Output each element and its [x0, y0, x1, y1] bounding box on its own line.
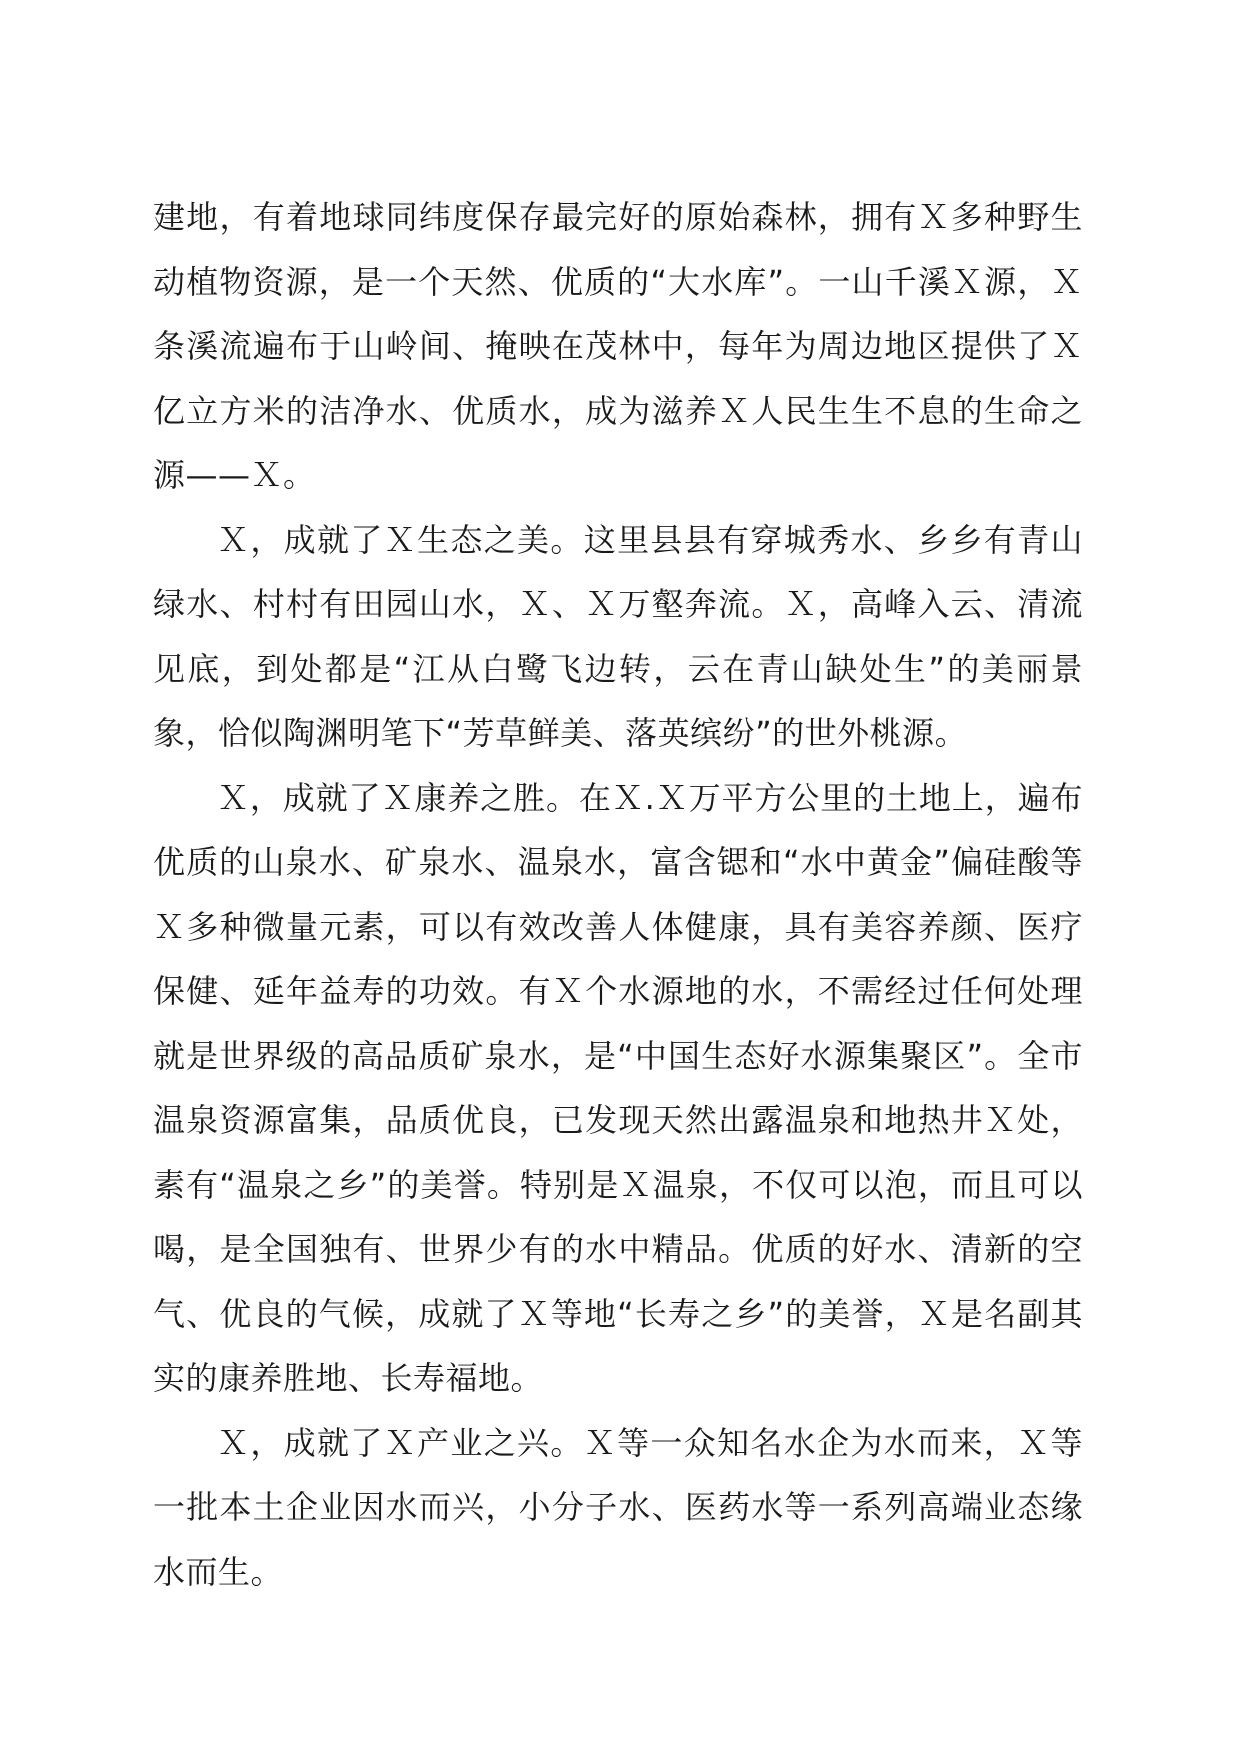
- paragraph-ecology: Ｘ，成就了Ｘ生态之美。这里县县有穿城秀水、乡乡有青山绿水、村村有田园山水，Ｘ、Ｘ万壑奔流。Ｘ，高峰入云、清流见底，到处都是“江从白鹭飞边转，云在青山缺处生”的美丽景象，恰似陶渊明笔下“芳草鲜美、落英缤纷”的世外桃源。: [153, 520, 1083, 752]
- paragraph-wellness: Ｘ，成就了Ｘ康养之胜。在Ｘ.Ｘ万平方公里的土地上，遍布优质的山泉水、矿泉水、温泉水，富含锶和“水中黄金”偏硅酸等Ｘ多种微量元素，可以有效改善人体健康，具有美容养颜、医疗保健、延年益寿的功效。有Ｘ个水源地的水，不需经过任何处理就是世界级的高品质矿泉水，是“中国生态好水源集聚区”。全市温泉资源富集，品质优良，已发现天然出露温泉和地热井Ｘ处，素有“温泉之乡”的美誉。特别是Ｘ温泉，不仅可以泡，而且可以喝，是全国独有、世界少有的水中精品。优质的好水、清新的空气、优良的气候，成就了Ｘ等地“长寿之乡”的美誉，Ｘ是名副其实的康养胜地、长寿福地。: [153, 778, 1083, 1397]
- document-body: [153, 185, 1083, 1604]
- paragraph-continued: 建地，有着地球同纬度保存最完好的原始森林，拥有Ｘ多种野生动植物资源，是一个天然、优质的“大水库”。一山千溪Ｘ源，Ｘ条溪流遍布于山岭间、掩映在茂林中，每年为周边地区提供了Ｘ亿立方米的洁净水、优质水，成为滋养Ｘ人民生生不息的生命之源——Ｘ。: [153, 198, 1083, 494]
- paragraph-industry: Ｘ，成就了Ｘ产业之兴。Ｘ等一众知名水企为水而来，Ｘ等一批本土企业因水而兴，小分子水、医药水等一系列高端业态缘水而生。: [153, 1423, 1083, 1591]
